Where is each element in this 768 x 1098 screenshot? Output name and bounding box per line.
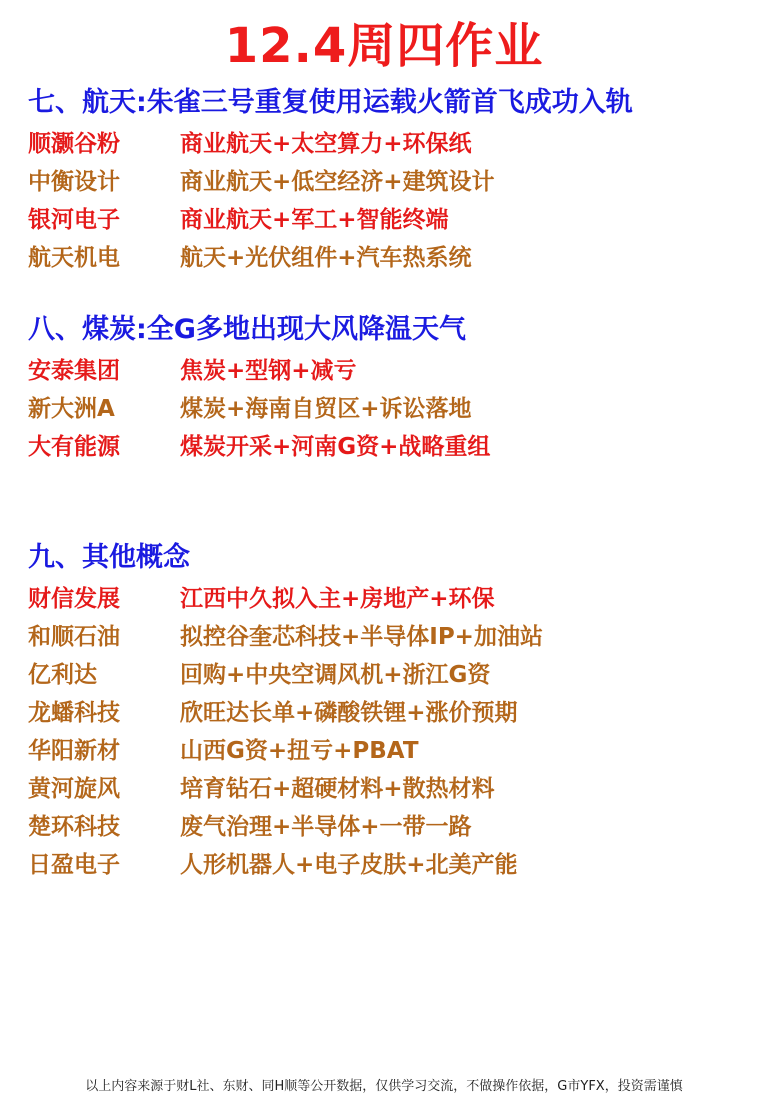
stock-name: 财信发展 <box>28 586 120 612</box>
section-other-concepts <box>28 541 758 884</box>
list-item <box>28 732 758 770</box>
stock-concepts: 人形机器人+电子皮肤+北美产能 <box>180 852 518 878</box>
list-item <box>28 846 758 884</box>
stock-name: 日盈电子 <box>28 852 120 878</box>
section-aerospace <box>28 86 758 277</box>
list-item <box>28 770 758 808</box>
stock-concepts: 焦炭+型钢+减亏 <box>180 358 357 384</box>
stock-concepts: 培育钻石+超硬材料+散热材料 <box>180 776 495 802</box>
section-coal <box>28 313 758 466</box>
stock-concepts: 煤炭开采+河南G资+战略重组 <box>180 434 491 460</box>
stock-name: 中衡设计 <box>28 169 120 195</box>
page-title: 12.4周四作业 <box>224 18 544 74</box>
stock-concepts: 欣旺达长单+磷酸铁锂+涨价预期 <box>180 700 518 726</box>
stock-name: 安泰集团 <box>28 358 120 384</box>
stock-name: 黄河旋风 <box>28 776 120 802</box>
stock-name: 亿利达 <box>28 662 97 688</box>
list-item <box>28 239 758 277</box>
stock-name: 和顺石油 <box>28 624 120 650</box>
list-item <box>28 808 758 846</box>
list-item <box>28 125 758 163</box>
stock-name: 航天机电 <box>28 245 120 271</box>
stock-name: 华阳新材 <box>28 738 120 764</box>
stock-name: 银河电子 <box>28 207 120 233</box>
disclaimer-footer: 以上内容来源于财L社、东财、同H顺等公开数据，仅供学习交流，不做操作依据，G市YFX，投资需谨慎 <box>85 1079 683 1094</box>
list-item <box>28 694 758 732</box>
stock-name: 大有能源 <box>28 434 120 460</box>
stock-concepts: 商业航天+军工+智能终端 <box>180 207 449 233</box>
list-item <box>28 428 758 466</box>
list-item <box>28 656 758 694</box>
section-header: 八、煤炭:全G多地出现大风降温天气 <box>28 314 466 345</box>
stock-concepts: 商业航天+低空经济+建筑设计 <box>180 169 495 195</box>
stock-concepts: 拟控谷奎芯科技+半导体IP+加油站 <box>180 624 543 650</box>
stock-concepts: 山西G资+扭亏+PBAT <box>180 738 419 764</box>
stock-name: 楚环科技 <box>28 814 120 840</box>
stock-name: 新大洲A <box>28 396 115 422</box>
list-item <box>28 580 758 618</box>
stock-concepts: 航天+光伏组件+汽车热系统 <box>180 245 472 271</box>
stock-concepts: 江西中久拟入主+房地产+环保 <box>180 586 495 612</box>
stock-concepts: 回购+中央空调风机+浙江G资 <box>180 662 491 688</box>
stock-name: 顺灏谷粉 <box>28 131 120 157</box>
stock-concepts: 废气治理+半导体+一带一路 <box>180 814 472 840</box>
stock-concepts: 煤炭+海南自贸区+诉讼落地 <box>180 396 472 422</box>
list-item <box>28 390 758 428</box>
list-item <box>28 201 758 239</box>
list-item <box>28 352 758 390</box>
section-header: 七、航天:朱雀三号重复使用运载火箭首飞成功入轨 <box>28 87 633 118</box>
list-item <box>28 618 758 656</box>
stock-concepts: 商业航天+太空算力+环保纸 <box>180 131 472 157</box>
list-item <box>28 163 758 201</box>
stock-name: 龙蟠科技 <box>28 700 120 726</box>
section-header: 九、其他概念 <box>28 542 190 573</box>
